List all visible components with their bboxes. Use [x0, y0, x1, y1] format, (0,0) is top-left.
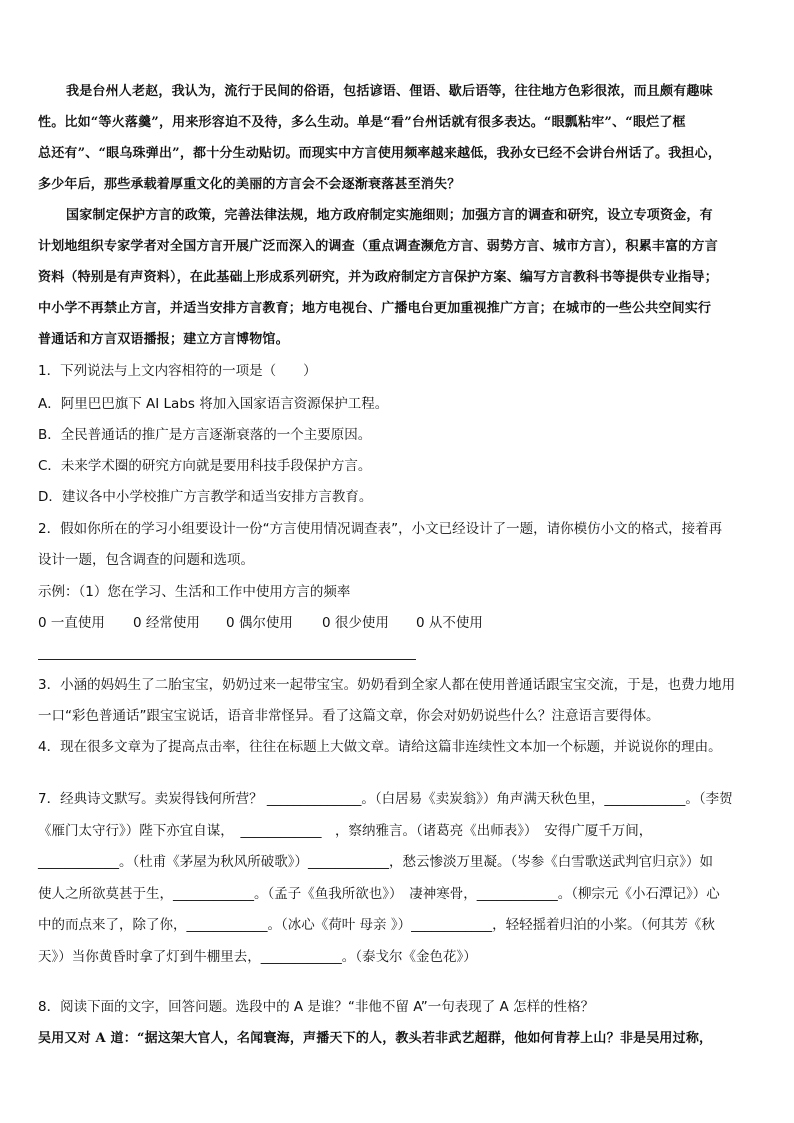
q7-line-1: 7．经典诗文默写。卖炭得钱何所营？ ______________。（白居易《卖炭翁》）角声满天秋色里，____________。（李贺 [38, 791, 733, 807]
q2-answer-line [38, 659, 416, 660]
passage-p2-line-4: 中小学不再禁止方言，并适当安排方言教育；地方电视台、广播电台更加重视推广方言；在城市的一些公共空间实行 [38, 301, 712, 316]
q1-option-c: C．未来学术圈的研究方向就是要用科技手段保护方言。 [38, 458, 372, 474]
passage-p2-line-5: 普通话和方言双语播报；建立方言博物馆。 [38, 332, 289, 347]
passage-p1-line-3: 总还有”、“眼乌珠弹出”，都十分生动贴切。而现实中方言使用频率越来越低，我孙女已经不会讲台州话了。我担心， [38, 146, 722, 161]
q3-line-1: 3．小涵的妈妈生了二胎宝宝，奶奶过来一起带宝宝。奶奶看到全家人都在使用普通话跟宝宝交流，于是，也费力地用 [38, 677, 736, 693]
q1-option-a: A．阿里巴巴旗下 AI Labs 将加入国家语言资源保护工程。 [38, 396, 389, 412]
q2-stem-line-1: 2．假如你所在的学习小组要设计一份“方言使用情况调查表”，小文已经设计了一题，请你模仿小文的格式，接着再 [38, 521, 723, 537]
q1-stem: 1．下列说法与上文内容相符的一项是（ ） [38, 363, 317, 379]
q2-option-1: 0 一直使用 [38, 615, 105, 631]
q2-stem-line-2: 设计一题，包含调查的问题和选项。 [38, 552, 254, 568]
q2-option-5: 0 从不使用 [416, 615, 483, 631]
q2-option-2: 0 经常使用 [133, 615, 200, 631]
passage-p2-line-2: 计划地组织专家学者对全国方言开展广泛而深入的调查（重点调查濒危方言、弱势方言、城市方言），积累丰富的方言 [38, 239, 718, 254]
q2-example: 示例：（1）您在学习、生活和工作中使用方言的频率 [38, 584, 351, 600]
passage-p2-line-1: 国家制定保护方言的政策，完善法律法规，地方政府制定实施细则；加强方言的调查和研究，设立专项资金，有 [66, 208, 713, 223]
passage-p1-line-1: 我是台州人老赵，我认为，流行于民间的俗语，包括谚语、俚语、歇后语等，往往地方色彩很浓，而且颇有趣味 [66, 84, 713, 99]
q7-line-2: 《雁门太守行》）陛下亦宜自谋， ____________ ，察纳雅言。（诸葛亮《出师表》） 安得广厦千万间， [38, 823, 653, 839]
q2-option-4: 0 很少使用 [322, 615, 389, 631]
q8-text-line-1: 吴用又对 A 道：“据这架大官人，名闻寰海，声播天下的人，教头若非武艺超群，他如何肯荐上山？非是吴用过称， [38, 1031, 713, 1046]
passage-p2-line-3: 资料（特别是有声资料），在此基础上形成系列研究，并为政府制定方言保护方案、编写方言教科书等提供专业指导； [38, 270, 718, 285]
q7-line-4: 使人之所欲莫甚于生，____________。（孟子《鱼我所欲也》） 凄神寒骨，____________。（柳宗元《小石潭记》）心 [38, 886, 720, 902]
q7-line-6: 天》）当你黄昏时拿了灯到牛棚里去，____________。（泰戈尔《金色花》） [38, 949, 477, 965]
q7-line-3: ____________。（杜甫《茅屋为秋风所破歌》）____________，愁云惨淡万里凝。（岑参《白雪歌送武判官归京》）如 [38, 854, 713, 870]
q4-line-1: 4．现在很多文章为了提高点击率，往往在标题上大做文章。请给这篇非连续性文本加一个标题，并说说你的理由。 [38, 739, 722, 755]
q8-stem: 8．阅读下面的文字，回答问题。选段中的 A 是谁？“非他不留 A”一句表现了 A 怎样的性格？ [38, 999, 595, 1015]
q1-option-b: B．全民普通话的推广是方言逐渐衰落的一个主要原因。 [38, 427, 372, 443]
passage-p1-line-2: 性。比如“等火落羹”，用来形容迫不及待，多么生动。单是“看”台州话就有很多表达。“眼瓢粘牢”、“眼烂了框 [38, 115, 686, 130]
q3-line-2: 一口“彩色普通话”跟宝宝说话，语音非常怪异。看了这篇文章，你会对奶奶说些什么？注意语言要得体。 [38, 708, 660, 724]
q2-option-3: 0 偶尔使用 [226, 615, 293, 631]
passage-p1-line-4: 多少年后，那些承载着厚重文化的美丽的方言会不会逐渐衰落甚至消失？ [38, 177, 461, 192]
q7-line-5: 中的而点来了，除了你，____________。（冰心《荷叶 母亲 》）____________，轻轻摇着归泊的小桨。（何其芳《秋 [38, 917, 715, 933]
q1-option-d: D．建议各中小学校推广方言教学和适当安排方言教育。 [38, 489, 373, 505]
